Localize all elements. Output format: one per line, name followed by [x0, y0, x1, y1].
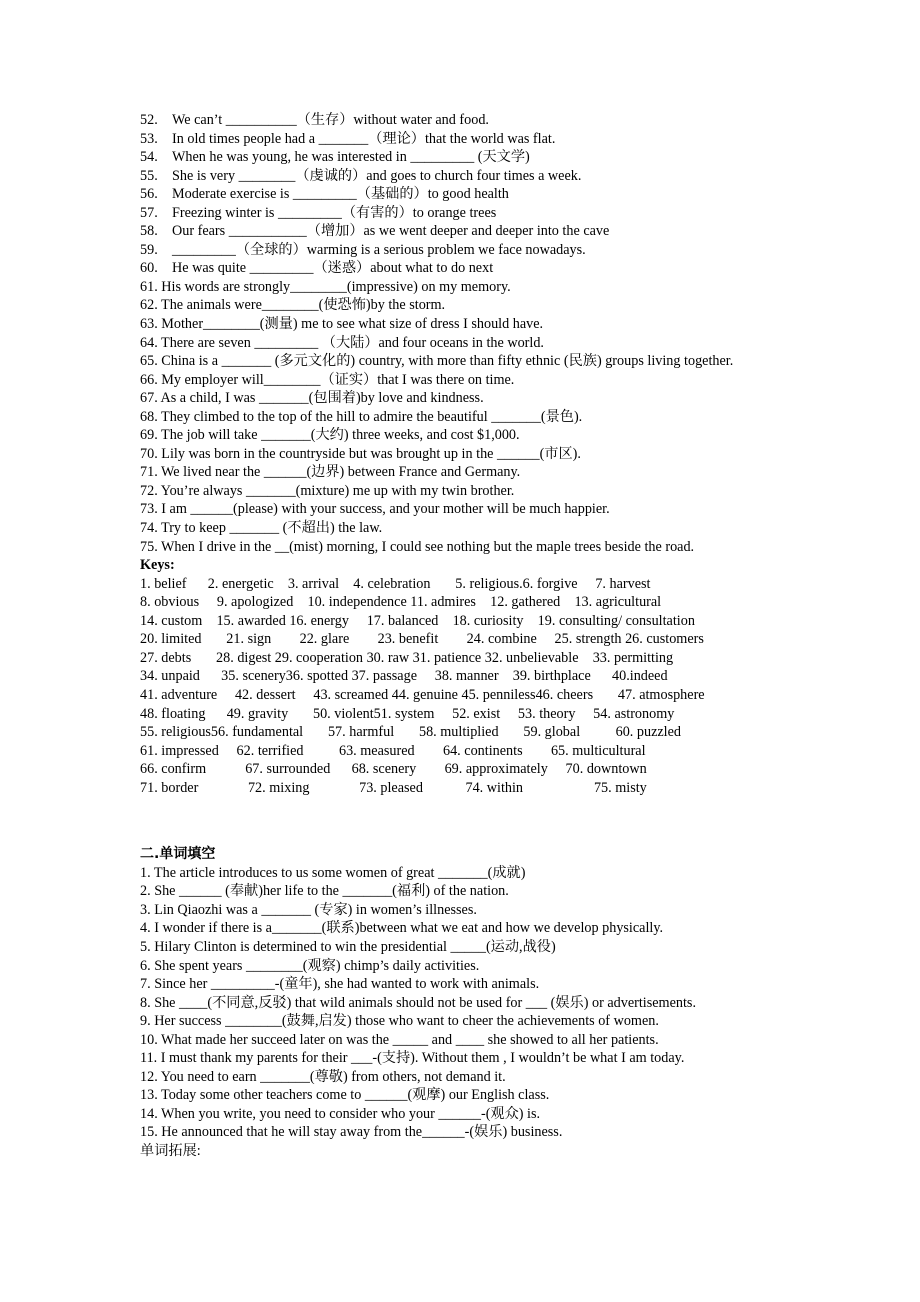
exercise-item-52 — [140, 111, 785, 130]
item-number: 58. — [140, 223, 158, 240]
exercise-item-55 — [140, 167, 785, 186]
exercise-item: 9. Her success ________(鼓舞,启发) those who want to cheer the achievements of women. — [140, 1013, 659, 1030]
exercise-item-70: 70. Lily was born in the countryside but was brought up in the ______(市区). — [140, 445, 581, 462]
item-text: _________（全球的）warming is a serious problem we face nowadays. — [172, 241, 586, 258]
exercise-item-59 — [140, 241, 785, 260]
exercise-item: 11. I must thank my parents for their ___-(支持). Without them , I wouldn’t be what I am today. — [140, 1050, 685, 1067]
exercise-item-65: 65. China is a _______ (多元文化的) country, with more than fifty ethnic (民族) groups living together. — [140, 353, 734, 370]
keys-row: 48. floating 49. gravity 50. violent51. system 52. exist 53. theory 54. astronomy — [140, 705, 675, 722]
item-number: 57. — [140, 204, 158, 221]
exercise-item-53 — [140, 130, 785, 149]
keys-row: 55. religious56. fundamental 57. harmful 58. multiplied 59. global 60. puzzled — [140, 724, 682, 741]
exercise-item-71: 71. We lived near the ______(边界) between France and Germany. — [140, 464, 521, 481]
exercise-item-67: 67. As a child, I was _______(包围着)by love and kindness. — [140, 390, 484, 407]
exercise-item: 15. He announced that he will stay away from the______-(娱乐) business. — [140, 1124, 563, 1141]
item-number: 52. — [140, 112, 158, 128]
item-text: She is very ________（虔诚的）and goes to church four times a week. — [172, 167, 582, 184]
item-text: Freezing winter is _________（有害的）to orange trees — [172, 204, 497, 221]
exercise-item: 6. She spent years ________(观察) chimp’s daily activities. — [140, 957, 480, 974]
exercise-item-61: 61. His words are strongly________(impressive) on my memory. — [140, 278, 511, 295]
keys-heading: Keys: — [140, 557, 175, 574]
item-text: We can’t __________（生存）without water and food. — [172, 112, 489, 128]
keys-row: 41. adventure 42. dessert 43. screamed 44. genuine 45. penniless46. cheers 47. atmosphere — [140, 686, 705, 703]
exercise-list-part1 — [140, 111, 785, 556]
keys-row: 8. obvious 9. apologized 10. independence 11. admires 12. gathered 13. agricultural — [140, 594, 662, 611]
answer-keys — [140, 575, 785, 798]
keys-row: 34. unpaid 35. scenery36. spotted 37. passage 38. manner 39. birthplace 40.indeed — [140, 668, 668, 685]
exercise-item-60 — [140, 259, 785, 278]
item-text: Moderate exercise is _________（基础的）to good health — [172, 186, 509, 203]
item-number: 55. — [140, 167, 158, 184]
exercise-item-64: 64. There are seven _________ （大陆）and four oceans in the world. — [140, 334, 544, 351]
exercise-item: 10. What made her succeed later on was the _____ and ____ she showed to all her patients. — [140, 1031, 659, 1048]
exercise-item-72: 72. You’re always _______(mixture) me up with my twin brother. — [140, 482, 515, 499]
exercise-item-57 — [140, 204, 785, 223]
exercise-item: 13. Today some other teachers come to ______(观摩) our English class. — [140, 1087, 550, 1104]
exercise-item: 7. Since her _________-(童年), she had wanted to work with animals. — [140, 976, 540, 993]
exercise-item-74: 74. Try to keep _______ (不超出) the law. — [140, 520, 383, 537]
exercise-item-63: 63. Mother________(测量) me to see what size of dress I should have. — [140, 316, 544, 333]
exercise-item: 14. When you write, you need to consider who your ______-(观众) is. — [140, 1105, 541, 1122]
exercise-item-66: 66. My employer will________（证实）that I was there on time. — [140, 371, 515, 388]
exercise-item: 1. The article introduces to us some women of great _______(成就) — [140, 864, 526, 881]
exercise-item: 12. You need to earn _______(尊敬) from others, not demand it. — [140, 1068, 506, 1085]
exercise-item-54 — [140, 148, 785, 167]
item-text: He was quite _________（迷惑）about what to do next — [172, 260, 494, 277]
keys-row: 14. custom 15. awarded 16. energy 17. balanced 18. curiosity 19. consulting/ consultation — [140, 612, 695, 629]
worksheet-page — [140, 111, 785, 1161]
keys-row: 61. impressed 62. terrified 63. measured 64. continents 65. multicultural — [140, 742, 646, 759]
exercise-item: 5. Hilary Clinton is determined to win the presidential _____(运动,战役) — [140, 938, 556, 955]
item-number: 59. — [140, 241, 158, 258]
exercise-item: 3. Lin Qiaozhi was a _______ (专家) in women’s illnesses. — [140, 901, 477, 918]
exercise-item-62: 62. The animals were________(使恐怖)by the storm. — [140, 297, 446, 314]
exercise-item-75: 75. When I drive in the __(mist) morning, I could see nothing but the maple trees beside the road. — [140, 538, 695, 555]
keys-row: 71. border 72. mixing 73. pleased 74. within 75. misty — [140, 779, 647, 796]
exercise-item: 4. I wonder if there is a_______(联系)between what we eat and how we develop physically. — [140, 920, 664, 937]
exercise-item-56 — [140, 185, 785, 204]
exercise-list-part2 — [140, 864, 785, 1142]
keys-row: 1. belief 2. energetic 3. arrival 4. celebration 5. religious.6. forgive 7. harvest — [140, 575, 651, 592]
item-number: 54. — [140, 149, 158, 166]
exercise-item: 8. She ____(不同意,反驳) that wild animals should not be used for ___ (娱乐) or advertisements. — [140, 994, 696, 1011]
section-title: 二.单词填空 — [140, 846, 216, 863]
exercise-item-73: 73. I am ______(please) with your success, and your mother will be much happier. — [140, 501, 610, 518]
exercise-item-58 — [140, 222, 785, 241]
keys-row: 20. limited 21. sign 22. glare 23. benefit 24. combine 25. strength 26. customers — [140, 631, 704, 648]
item-number: 60. — [140, 260, 158, 277]
item-number: 56. — [140, 186, 158, 203]
item-text: In old times people had a _______（理论）that the world was flat. — [172, 130, 556, 147]
item-text: Our fears ___________（增加）as we went deeper and deeper into the cave — [172, 223, 610, 240]
exercise-item: 2. She ______ (奉献)her life to the _______(福利) of the nation. — [140, 883, 509, 900]
exercise-item-68: 68. They climbed to the top of the hill to admire the beautiful _______(景色). — [140, 408, 583, 425]
extension-label: 单词拓展: — [140, 1142, 201, 1159]
item-text: When he was young, he was interested in _________ (天文学) — [172, 149, 530, 166]
item-number: 53. — [140, 130, 158, 147]
exercise-item-69: 69. The job will take _______(大约) three weeks, and cost $1,000. — [140, 427, 520, 444]
keys-row: 27. debts 28. digest 29. cooperation 30. raw 31. patience 32. unbelievable 33. permitting — [140, 649, 674, 666]
keys-row: 66. confirm 67. surrounded 68. scenery 69. approximately 70. downtown — [140, 761, 647, 778]
